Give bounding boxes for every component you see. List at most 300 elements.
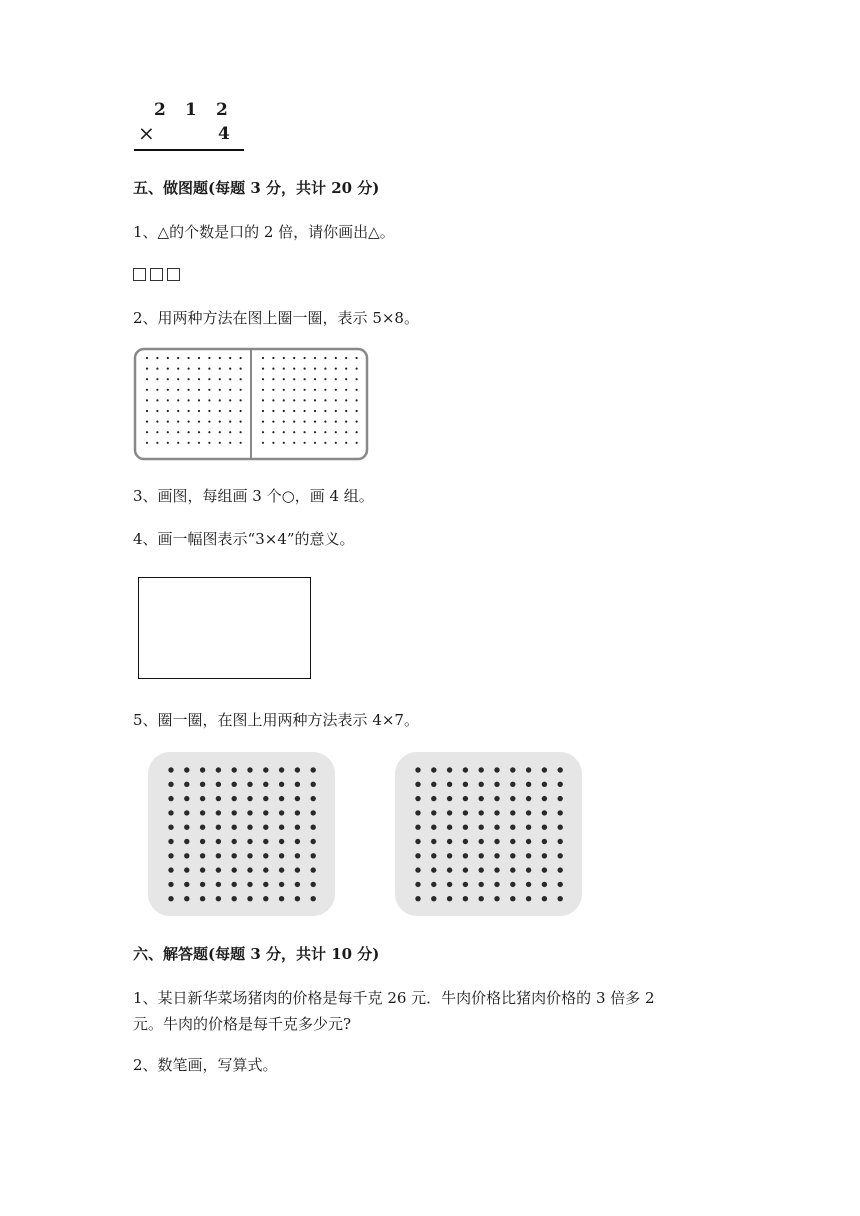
grid-dot <box>324 399 326 401</box>
grid-dot <box>431 882 436 887</box>
grid-dot <box>168 782 173 787</box>
grid-dot <box>272 389 274 391</box>
grid-dot <box>356 410 358 412</box>
grid-dot <box>463 853 468 858</box>
grid-dot <box>431 782 436 787</box>
grid-dot <box>272 421 274 423</box>
grid-dot <box>247 825 252 830</box>
grid-dot <box>345 421 347 423</box>
grid-dot <box>356 378 358 380</box>
grid-dot <box>510 853 515 858</box>
top-digit-2: 1 <box>185 100 197 120</box>
grid-dot <box>283 410 285 412</box>
grid-dot <box>431 853 436 858</box>
grid-dot <box>219 399 221 401</box>
grid-dot <box>494 882 499 887</box>
grid-dot <box>558 896 563 901</box>
grid-dot <box>494 853 499 858</box>
grid-dot <box>293 389 295 391</box>
grid-dot <box>262 442 264 444</box>
grid-dot <box>208 431 210 433</box>
grid-dot <box>447 767 452 772</box>
grid-dot <box>156 399 158 401</box>
grid-dot <box>293 357 295 359</box>
grid-dot <box>240 389 242 391</box>
question-6-1-line1: 1、某日新华菜场猪肉的价格是每千克 26 元．牛肉价格比猪肉价格的 3 倍多 2 <box>133 989 655 1007</box>
grid-dot <box>263 810 268 815</box>
grid-dot <box>295 782 300 787</box>
dot-grid-panel-right <box>395 752 582 916</box>
grid-dot <box>232 796 237 801</box>
grid-dot <box>431 839 436 844</box>
section5-heading: 五、做图题(每题 3 分，共计 20 分) <box>133 179 380 197</box>
grid-dot <box>510 825 515 830</box>
grid-dot <box>314 431 316 433</box>
section6-heading: 六、解答题(每题 3 分，共计 10 分) <box>133 945 380 963</box>
grid-dot <box>262 410 264 412</box>
grid-dot <box>335 399 337 401</box>
grid-dot <box>146 378 148 380</box>
grid-dot <box>263 839 268 844</box>
grid-dot <box>198 431 200 433</box>
grid-dot <box>263 796 268 801</box>
question-5-3: 3、画图，每组画 3 个○，画 4 组。 <box>133 487 374 505</box>
grid-dot <box>558 767 563 772</box>
grid-dot <box>526 882 531 887</box>
grid-dot <box>335 431 337 433</box>
grid-dot <box>232 767 237 772</box>
grid-dot <box>293 442 295 444</box>
grid-dot <box>526 825 531 830</box>
grid-dot <box>184 839 189 844</box>
grid-dot <box>542 810 547 815</box>
grid-dot <box>447 839 452 844</box>
grid-dot <box>479 882 484 887</box>
grid-dot <box>168 825 173 830</box>
grid-dot <box>167 378 169 380</box>
grid-dot <box>229 431 231 433</box>
grid-dot <box>216 896 221 901</box>
grid-dot <box>167 368 169 370</box>
grid-dot <box>479 867 484 872</box>
dot-grid-5x8 <box>134 348 370 462</box>
grid-dot <box>558 810 563 815</box>
grid-dot <box>447 896 452 901</box>
grid-dot <box>216 839 221 844</box>
grid-dot <box>184 825 189 830</box>
grid-dot <box>146 410 148 412</box>
grid-dot <box>200 882 205 887</box>
grid-dot <box>415 896 420 901</box>
grid-dot <box>168 896 173 901</box>
grid-dot <box>247 853 252 858</box>
grid-dot <box>335 368 337 370</box>
question-5-2: 2、用两种方法在图上圈一圈，表示 5×8。 <box>133 309 419 327</box>
grid-dot <box>156 378 158 380</box>
grid-dot <box>447 853 452 858</box>
grid-dot <box>463 825 468 830</box>
grid-dot <box>146 442 148 444</box>
grid-dot <box>304 410 306 412</box>
grid-dot <box>177 389 179 391</box>
grid-dot <box>479 825 484 830</box>
grid-dot <box>156 431 158 433</box>
grid-dot <box>304 421 306 423</box>
grid-dot <box>263 853 268 858</box>
grid-dot <box>232 839 237 844</box>
grid-dot <box>558 853 563 858</box>
grid-dot <box>304 368 306 370</box>
grid-dot <box>232 896 237 901</box>
grid-dot <box>510 767 515 772</box>
grid-dot <box>542 882 547 887</box>
grid-dot <box>184 796 189 801</box>
grid-dot <box>219 357 221 359</box>
question-6-1-line2: 元。牛肉的价格是每千克多少元? <box>133 1015 352 1033</box>
grid-dot <box>542 782 547 787</box>
grid-dot <box>542 896 547 901</box>
grid-dot <box>167 399 169 401</box>
grid-dot <box>184 810 189 815</box>
grid-dot <box>229 357 231 359</box>
grid-dot <box>247 867 252 872</box>
grid-dot <box>311 767 316 772</box>
grid-dot <box>168 839 173 844</box>
grid-dot <box>510 796 515 801</box>
grid-dot <box>184 853 189 858</box>
grid-dot <box>177 431 179 433</box>
grid-dot <box>335 421 337 423</box>
grid-dot <box>311 796 316 801</box>
grid-dot <box>240 421 242 423</box>
grid-dot <box>415 882 420 887</box>
grid-dot <box>247 782 252 787</box>
grid-dot <box>167 389 169 391</box>
grid-dot <box>431 896 436 901</box>
grid-dot <box>240 378 242 380</box>
grid-dot <box>311 896 316 901</box>
grid-dot <box>219 368 221 370</box>
grid-dot <box>263 882 268 887</box>
grid-dot <box>200 853 205 858</box>
grid-dot <box>345 357 347 359</box>
grid-dot <box>177 368 179 370</box>
grid-dot <box>247 839 252 844</box>
grid-dot <box>200 767 205 772</box>
grid-dot <box>415 782 420 787</box>
grid-dot <box>167 410 169 412</box>
grid-dot <box>146 368 148 370</box>
grid-dot <box>335 410 337 412</box>
grid-dot <box>262 368 264 370</box>
grid-dot <box>295 767 300 772</box>
grid-dot <box>263 767 268 772</box>
grid-dot <box>510 896 515 901</box>
grid-dot <box>208 399 210 401</box>
grid-dot <box>208 378 210 380</box>
grid-dot <box>324 378 326 380</box>
grid-dot <box>216 825 221 830</box>
grid-dot <box>188 357 190 359</box>
grid-dot <box>356 389 358 391</box>
grid-dot <box>304 357 306 359</box>
grid-dot <box>415 825 420 830</box>
grid-dot <box>479 782 484 787</box>
grid-dot <box>232 867 237 872</box>
grid-dot <box>431 767 436 772</box>
question-6-2: 2、数笔画，写算式。 <box>133 1056 278 1074</box>
grid-dot <box>156 410 158 412</box>
grid-dot <box>240 410 242 412</box>
grid-dot <box>184 767 189 772</box>
grid-dot <box>431 867 436 872</box>
grid-dot <box>240 399 242 401</box>
grid-dot <box>262 389 264 391</box>
grid-dot <box>311 853 316 858</box>
grid-dot <box>295 853 300 858</box>
grid-dot <box>229 378 231 380</box>
grid-dot <box>200 810 205 815</box>
grid-dot <box>295 896 300 901</box>
question-5-1: 1、△的个数是口的 2 倍，请你画出△。 <box>133 223 395 241</box>
grid-dot <box>216 796 221 801</box>
grid-dot <box>447 796 452 801</box>
grid-dot <box>188 399 190 401</box>
grid-dot <box>247 896 252 901</box>
grid-dot <box>216 882 221 887</box>
grid-dot <box>304 399 306 401</box>
grid-dot <box>293 421 295 423</box>
grid-dot <box>311 867 316 872</box>
grid-dot <box>431 810 436 815</box>
grid-dot <box>156 357 158 359</box>
grid-dot <box>431 796 436 801</box>
grid-dot <box>314 368 316 370</box>
grid-dot <box>168 810 173 815</box>
grid-dot <box>198 357 200 359</box>
grid-dot <box>200 896 205 901</box>
grid-dot <box>247 810 252 815</box>
grid-dot <box>216 867 221 872</box>
grid-dot <box>356 442 358 444</box>
grid-dot <box>542 839 547 844</box>
grid-dot <box>526 810 531 815</box>
grid-dot <box>198 378 200 380</box>
grid-dot <box>295 810 300 815</box>
grid-dot <box>510 867 515 872</box>
grid-dot <box>526 796 531 801</box>
grid-dot <box>156 368 158 370</box>
grid-dot <box>463 882 468 887</box>
grid-dot <box>283 421 285 423</box>
grid-dot <box>314 389 316 391</box>
grid-dot <box>415 796 420 801</box>
grid-dot <box>494 867 499 872</box>
grid-dot <box>262 431 264 433</box>
grid-dot <box>184 782 189 787</box>
grid-dot <box>198 389 200 391</box>
grid-dot <box>216 853 221 858</box>
grid-dot <box>558 825 563 830</box>
grid-dot <box>479 796 484 801</box>
result-line <box>134 149 244 151</box>
grid-dot <box>279 767 284 772</box>
grid-dot <box>447 782 452 787</box>
grid-dot <box>272 357 274 359</box>
grid-dot <box>479 839 484 844</box>
grid-dot <box>177 421 179 423</box>
grid-dot <box>208 421 210 423</box>
grid-dot <box>304 442 306 444</box>
grid-dot <box>279 839 284 844</box>
grid-dot <box>232 882 237 887</box>
dot-grid-panel-left <box>148 752 335 916</box>
grid-dot <box>208 389 210 391</box>
grid-dot <box>345 410 347 412</box>
grid-dot <box>415 810 420 815</box>
grid-dot <box>219 410 221 412</box>
grid-dot <box>314 378 316 380</box>
grid-dot <box>219 421 221 423</box>
grid-dot <box>216 767 221 772</box>
grid-dot <box>168 882 173 887</box>
times-sign: × <box>138 121 155 145</box>
grid-dot <box>272 431 274 433</box>
grid-dot <box>494 896 499 901</box>
grid-dot <box>229 410 231 412</box>
grid-dot <box>324 410 326 412</box>
grid-dot <box>463 839 468 844</box>
grid-dot <box>324 389 326 391</box>
grid-dot <box>219 431 221 433</box>
grid-dot <box>184 896 189 901</box>
grid-dot <box>447 882 452 887</box>
grid-dot <box>311 825 316 830</box>
grid-dot <box>314 442 316 444</box>
grid-dot <box>200 839 205 844</box>
grid-dot <box>177 378 179 380</box>
question-5-5: 5、圈一圈，在图上用两种方法表示 4×7。 <box>133 711 419 729</box>
grid-dot <box>247 882 252 887</box>
grid-dot <box>494 825 499 830</box>
grid-dot <box>198 399 200 401</box>
grid-dot <box>463 810 468 815</box>
grid-dot <box>463 796 468 801</box>
grid-dot <box>177 399 179 401</box>
grid-dot <box>463 867 468 872</box>
grid-dot <box>146 357 148 359</box>
grid-dot <box>295 796 300 801</box>
grid-dot <box>295 825 300 830</box>
grid-dot <box>156 421 158 423</box>
grid-dot <box>184 867 189 872</box>
grid-dot <box>188 431 190 433</box>
grid-dot <box>219 378 221 380</box>
grid-dot <box>177 357 179 359</box>
grid-dot <box>304 431 306 433</box>
grid-dot <box>263 896 268 901</box>
grid-dot <box>314 410 316 412</box>
grid-dot <box>279 810 284 815</box>
grid-dot <box>198 368 200 370</box>
grid-dot <box>479 896 484 901</box>
grid-dot <box>283 357 285 359</box>
grid-dot <box>208 368 210 370</box>
grid-dot <box>216 782 221 787</box>
grid-dot <box>304 378 306 380</box>
grid-dot <box>283 389 285 391</box>
grid-dot <box>447 825 452 830</box>
grid-dot <box>156 442 158 444</box>
grid-dot <box>198 442 200 444</box>
grid-dot <box>279 867 284 872</box>
grid-dot <box>167 442 169 444</box>
grid-dot <box>494 782 499 787</box>
grid-dot <box>542 825 547 830</box>
grid-dot <box>494 839 499 844</box>
grid-dot <box>542 853 547 858</box>
grid-dot <box>219 389 221 391</box>
grid-dot <box>279 896 284 901</box>
grid-dot <box>542 796 547 801</box>
grid-dot <box>168 853 173 858</box>
top-digit-3: 2 <box>216 100 228 120</box>
grid-dot <box>293 378 295 380</box>
grid-dot <box>188 421 190 423</box>
grid-dot <box>463 896 468 901</box>
grid-dot <box>167 421 169 423</box>
grid-dot <box>479 853 484 858</box>
grid-dot <box>272 378 274 380</box>
grid-dot <box>188 378 190 380</box>
grid-dot <box>168 796 173 801</box>
grid-dot <box>262 399 264 401</box>
grid-dot <box>526 867 531 872</box>
grid-dot <box>279 825 284 830</box>
grid-dot <box>558 839 563 844</box>
grid-dot <box>314 421 316 423</box>
grid-dot <box>229 421 231 423</box>
grid-dot <box>311 839 316 844</box>
grid-dot <box>494 796 499 801</box>
grid-dot <box>526 839 531 844</box>
grid-dot <box>247 796 252 801</box>
grid-dot <box>558 882 563 887</box>
grid-dot <box>293 431 295 433</box>
grid-dot <box>208 357 210 359</box>
grid-dot <box>188 410 190 412</box>
square-row <box>133 264 184 283</box>
grid-dot <box>345 399 347 401</box>
grid-dot <box>200 825 205 830</box>
grid-dot <box>345 442 347 444</box>
grid-dot <box>345 368 347 370</box>
grid-dot <box>200 782 205 787</box>
grid-dot <box>494 810 499 815</box>
grid-dot <box>526 767 531 772</box>
grid-dot <box>146 389 148 391</box>
grid-dot <box>510 882 515 887</box>
grid-dot <box>324 421 326 423</box>
grid-dot <box>311 782 316 787</box>
grid-dot <box>198 421 200 423</box>
grid-dot <box>479 767 484 772</box>
grid-dot <box>293 410 295 412</box>
drawing-box[interactable] <box>138 577 311 679</box>
grid-dot <box>188 368 190 370</box>
grid-dot <box>356 368 358 370</box>
grid-dot <box>345 389 347 391</box>
